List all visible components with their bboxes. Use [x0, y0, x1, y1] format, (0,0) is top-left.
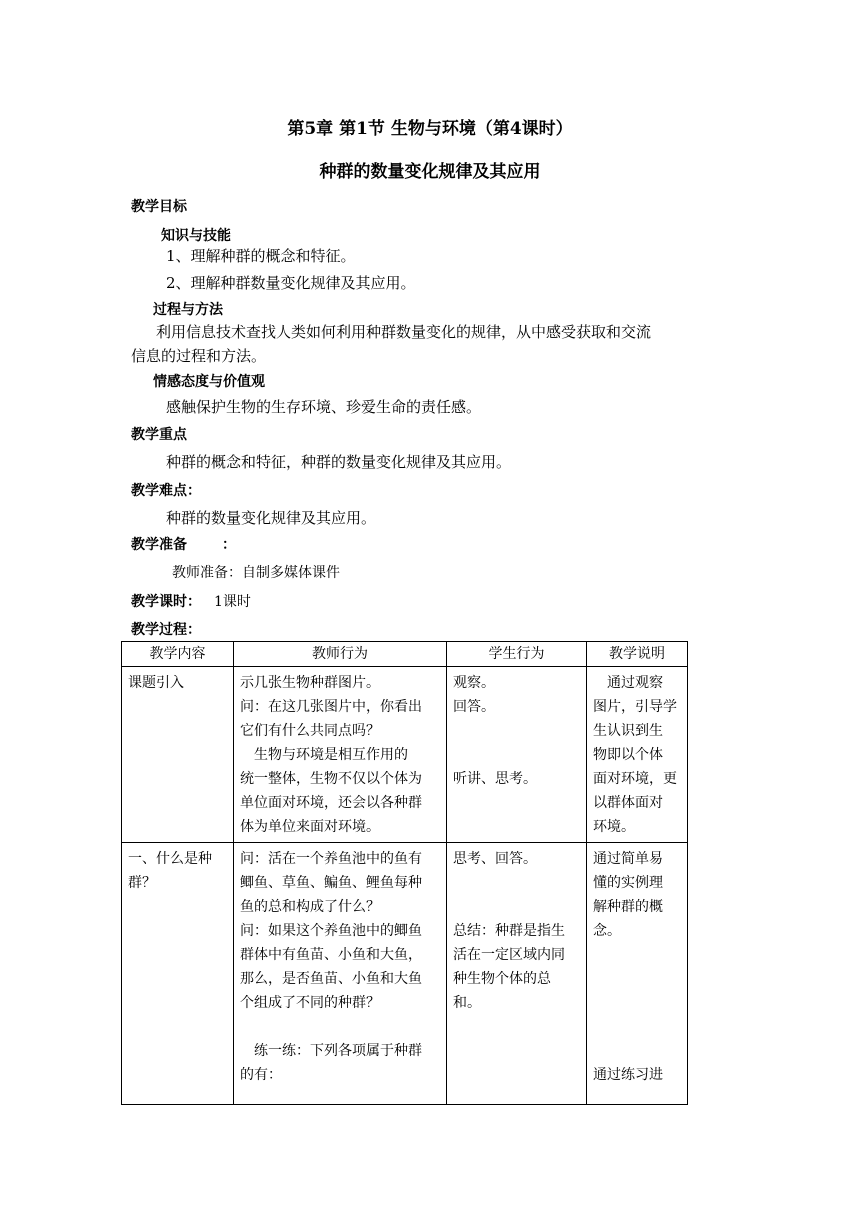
- table-header-row: [122, 642, 688, 667]
- teacher-line: 示几张生物种群图片。: [240, 675, 380, 691]
- notes-line: 通过观察: [607, 675, 663, 691]
- teacher-line: 鲫鱼、草鱼、鳊鱼、鲤鱼每种: [240, 875, 422, 891]
- notes-line: 面对环境，更: [593, 771, 677, 787]
- teacher-line: 个组成了不同的种群？: [240, 995, 380, 1011]
- cell-student: [447, 667, 587, 843]
- procedure-heading: 教学过程：: [131, 622, 201, 638]
- notes-line: 物即以个体: [593, 747, 663, 763]
- document-title: 第5章 第1节 生物与环境（第4课时）: [287, 119, 573, 139]
- attitude-text: 感触保护生物的生存环境、珍爱生命的责任感。: [166, 398, 482, 416]
- student-line: 活在一定区域内同: [453, 947, 565, 963]
- student-line: 思考、回答。: [453, 851, 537, 867]
- notes-line: 懂的实例理: [593, 875, 663, 891]
- hours-heading: 教学课时：: [131, 594, 201, 610]
- cell-notes: [587, 667, 688, 843]
- header-content: 教学内容: [122, 642, 234, 667]
- cell-content: [122, 843, 234, 1105]
- student-line: 种生物个体的总: [453, 971, 551, 987]
- notes-line: 以群体面对: [593, 795, 663, 811]
- notes-line: 生认识到生: [593, 723, 663, 739]
- student-line: 观察。: [453, 675, 495, 691]
- cell-notes: [587, 843, 688, 1105]
- notes-line: 环境。: [593, 819, 635, 835]
- lesson-table: [121, 641, 688, 1105]
- teacher-line: 练一练：下列各项属于种群: [254, 1043, 422, 1059]
- teacher-line: 体为单位来面对环境。: [240, 819, 380, 835]
- notes-line: 图片，引导学: [593, 699, 677, 715]
- notes-line: 通过练习进: [593, 1067, 663, 1083]
- teacher-line: 单位面对环境，还会以各种群: [240, 795, 422, 811]
- teacher-line: 问：如果这个养鱼池中的鲫鱼: [240, 923, 422, 939]
- teacher-line: 统一整体，生物不仅以个体为: [240, 771, 422, 787]
- attitude-heading: 情感态度与价值观: [153, 374, 265, 390]
- key-points-text: 种群的概念和特征，种群的数量变化规律及其应用。: [166, 453, 512, 471]
- teacher-line: 问：在这几张图片中，你看出: [240, 699, 422, 715]
- student-line: 回答。: [453, 699, 495, 715]
- teacher-line: 那么，是否鱼苗、小鱼和大鱼: [240, 971, 422, 987]
- content-line: 群？: [128, 875, 156, 891]
- content-line: 一、什么是种: [128, 851, 212, 867]
- notes-line: 解种群的概: [593, 899, 663, 915]
- table-row: [122, 843, 688, 1105]
- objectives-heading: 教学目标: [131, 199, 187, 215]
- header-notes: 教学说明: [587, 642, 688, 667]
- teacher-line: 生物与环境是相互作用的: [254, 747, 408, 763]
- knowledge-item-2: 2、理解种群数量变化规律及其应用。: [166, 274, 416, 292]
- document-subtitle: 种群的数量变化规律及其应用: [319, 162, 541, 182]
- content-line: 课题引入: [128, 675, 184, 691]
- teacher-line: 鱼的总和构成了什么？: [240, 899, 380, 915]
- student-line: 听讲、思考。: [453, 771, 537, 787]
- cell-teacher: [234, 667, 447, 843]
- cell-teacher: [234, 843, 447, 1105]
- knowledge-item-1: 1、理解种群的概念和特征。: [166, 247, 356, 265]
- table-row: [122, 667, 688, 843]
- teacher-line: 问：活在一个养鱼池中的鱼有: [240, 851, 422, 867]
- preparation-colon: ：: [222, 537, 236, 553]
- header-teacher: 教师行为: [234, 642, 447, 667]
- student-line: 和。: [453, 995, 481, 1011]
- cell-student: [447, 843, 587, 1105]
- notes-line: 通过简单易: [593, 851, 663, 867]
- header-student: 学生行为: [447, 642, 587, 667]
- difficulties-heading: 教学难点：: [131, 483, 201, 499]
- key-points-heading: 教学重点: [131, 427, 187, 443]
- process-heading: 过程与方法: [153, 302, 223, 318]
- knowledge-heading: 知识与技能: [161, 228, 231, 244]
- process-text-line1: 利用信息技术查找人类如何利用种群数量变化的规律，从中感受获取和交流: [156, 323, 652, 341]
- student-line: 总结：种群是指生: [453, 923, 565, 939]
- process-text-line2: 信息的过程和方法。: [131, 347, 267, 365]
- difficulties-text: 种群的数量变化规律及其应用。: [166, 509, 377, 527]
- cell-content: [122, 667, 234, 843]
- hours-value: 1课时: [214, 594, 251, 610]
- teacher-line: 群体中有鱼苗、小鱼和大鱼，: [240, 947, 422, 963]
- preparation-text: 教师准备：自制多媒体课件: [172, 565, 340, 581]
- preparation-heading: 教学准备: [131, 537, 187, 553]
- notes-line: 念。: [593, 923, 621, 939]
- teacher-line: 它们有什么共同点吗？: [240, 723, 380, 739]
- teacher-line: 的有：: [240, 1067, 282, 1083]
